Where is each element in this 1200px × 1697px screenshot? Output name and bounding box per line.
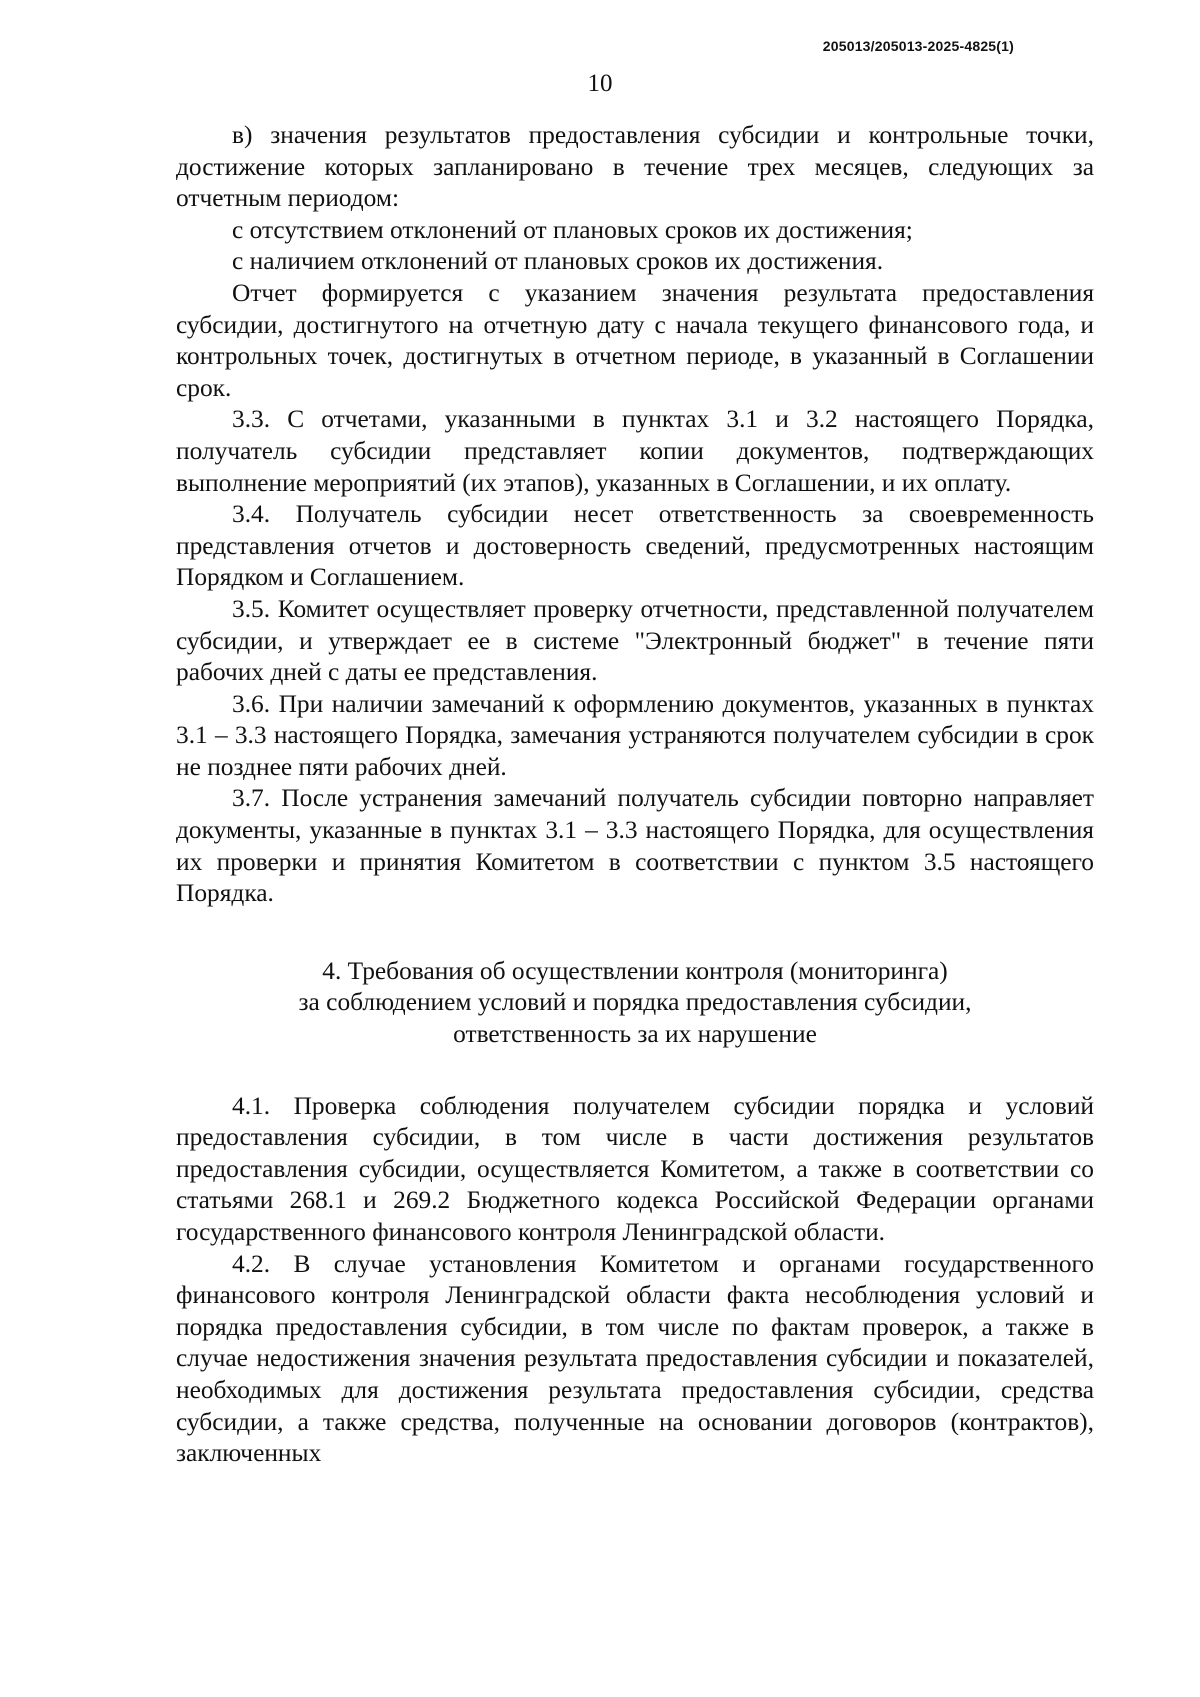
page-number: 10 — [587, 70, 613, 97]
paragraph-no-deviations: с отсутствием отклонений от плановых сроков их достижения; — [232, 215, 913, 244]
paragraph-3-7: 3.7. После устранения замечаний получатель субсидии повторно направляет документы, указанные в пунктах 3.1 – 3.3 настоящего Порядка, для осуществления их проверки и принятия Комитетом в соответствии с пунктом 3.5 настоящего Порядка. — [176, 784, 1094, 908]
paragraph-4-1: 4.1. Проверка соблюдения получателем субсидии порядка и условий предоставления субсидии, в том числе в части достижения результатов предоставления субсидии, осуществляется Комитетом, а также в соответствии со статьями 268.1 и 269.2 Бюджетного кодекса Российской Федерации органами государственного финансового контроля Ленинградской области. — [176, 1091, 1094, 1246]
paragraph-3-6: 3.6. При наличии замечаний к оформлению документов, указанных в пунктах 3.1 – 3.3 настоящего Порядка, замечания устраняются получателем субсидии в срок не позднее пяти рабочих дней. — [176, 689, 1094, 781]
document-body — [176, 120, 1094, 1470]
paragraph-3-5: 3.5. Комитет осуществляет проверку отчетности, представленной получателем субсидии, и утверждает ее в системе "Электронный бюджет" в течение пяти рабочих дней с даты ее представления. — [176, 594, 1094, 687]
section-heading-line: ответственность за их нарушение — [453, 1020, 817, 1049]
paragraph-3-4: 3.4. Получатель субсидии несет ответственность за своевременность представления отчетов и достоверность сведений, предусмотренных настоящим Порядком и Соглашением. — [176, 500, 1094, 592]
paragraph-4-2: 4.2. В случае установления Комитетом и органами государственного финансового контроля Ленинградской области факта несоблюдения условий и порядка предоставления субсидии, в том числе по фактам проверок, а также в случае недостижения значения результата предоставления субсидии и показателей, необходимых для достижения результата предоставления субсидии, средства субсидии, а также средства, полученные на основании договоров (контрактов), заключенных — [176, 1249, 1094, 1468]
section-heading-line: за соблюдением условий и порядка предоставления субсидии, — [298, 988, 972, 1017]
paragraph-report-formation: Отчет формируется с указанием значения результата предоставления субсидии, достигнутого на отчетную дату с начала текущего финансового года, и контрольных точек, достигнутых в отчетном периоде, в указанный в Соглашении срок. — [176, 278, 1094, 402]
paragraph-with-deviations: с наличием отклонений от плановых сроков их достижения. — [232, 247, 884, 276]
section-4-heading — [176, 956, 1094, 1051]
document-id: 205013/205013-2025-4825(1) — [822, 38, 1014, 54]
section-heading-line: 4. Требования об осуществлении контроля (мониторинга) — [322, 956, 948, 985]
paragraph-v-results: в) значения результатов предоставления субсидии и контрольные точки, достижение которых запланировано в течение трех месяцев, следующих за отчетным периодом: — [176, 121, 1094, 213]
paragraph-3-3: 3.3. С отчетами, указанными в пунктах 3.1 и 3.2 настоящего Порядка, получатель субсидии представляет копии документов, подтверждающих выполнение мероприятий (их этапов), указанных в Соглашении, и их оплату. — [176, 405, 1094, 497]
